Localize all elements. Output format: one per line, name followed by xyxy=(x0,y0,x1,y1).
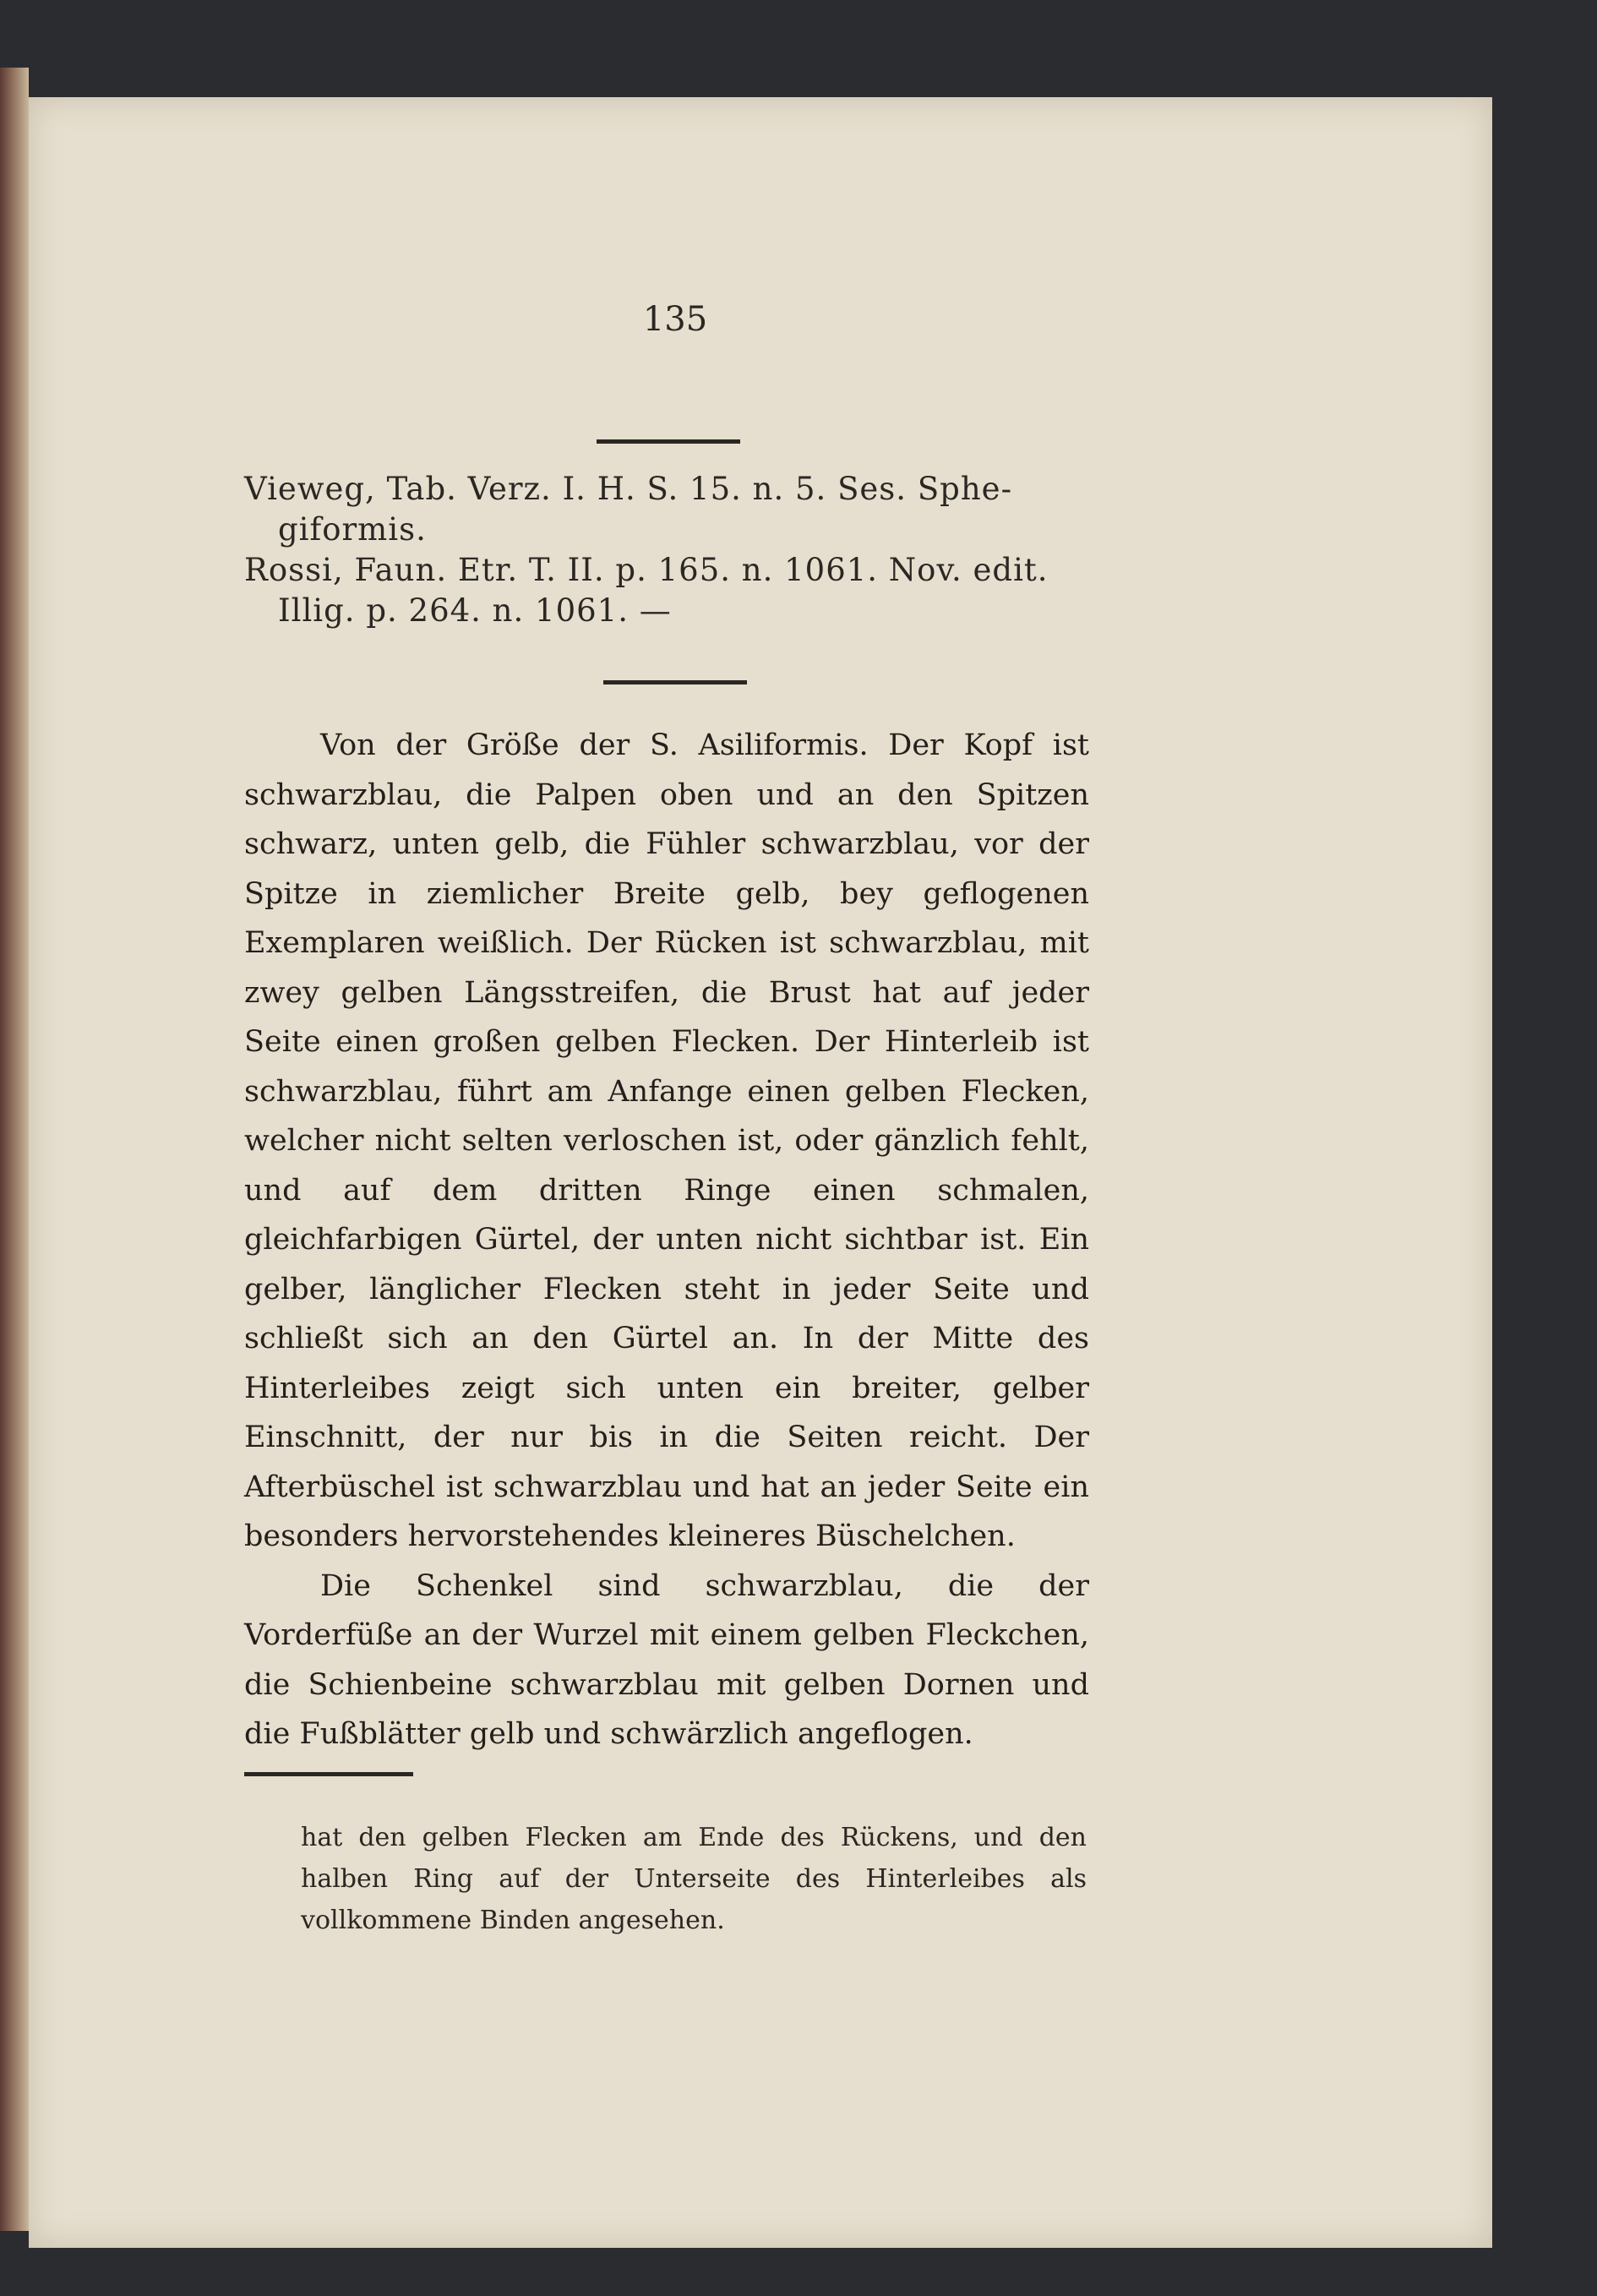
reference-line: Vieweg, Tab. Verz. I. H. S. 15. n. 5. Ses. Sphe- xyxy=(244,471,1013,507)
reference-line: Rossi, Faun. Etr. T. II. p. 165. n. 1061. Nov. edit. xyxy=(244,552,1049,588)
book-edge xyxy=(0,68,29,2231)
reference-line-continued: giformis. xyxy=(278,511,427,548)
header-rule xyxy=(597,439,740,444)
reference-line-continued: Illig. p. 264. n. 1061. — xyxy=(278,592,672,629)
body-paragraph: Von der Größe der S. Asiliformis. Der Kopf ist schwarzblau, die Palpen oben und an den Spitzen schwarz, unten gelb, die Fühler schwarzblau, vor der Spitze in ziemlicher Breite gelb, bey geflogenen Exemplaren weißlich. Der Rücken ist schwarzblau, mit zwey gelben Längsstreifen, die Brust hat auf jeder Seite einen großen gelben Flecken. Der Hinterleib ist schwarzblau, führt am Anfange einen gelben Flecken, welcher nicht selten verloschen ist, oder gänzlich fehlt, und auf dem dritten Ringe einen schmalen, gleichfarbigen Gürtel, der unten nicht sichtbar ist. Ein gelber, länglicher Flecken steht in jeder Seite und schließt sich an den Gürtel an. In der Mitte des Hinterleibes zeigt sich unten ein breiter, gelber Einschnitt, der nur bis in die Seiten reicht. Der Afterbüschel ist schwarzblau und hat an jeder Seite ein besonders hervorstehendes kleineres Büschelchen. xyxy=(244,728,1089,1553)
references-block xyxy=(244,469,1098,631)
page-number: 135 xyxy=(642,300,708,339)
body-text xyxy=(244,721,1089,1759)
footnote: hat den gelben Flecken am Ende des Rückens, und den halben Ring auf der Unterseite des Hinterleibes als vollkommene Binden angesehen. xyxy=(301,1823,1087,1935)
reference-entry xyxy=(244,469,1098,550)
footnote-rule xyxy=(244,1772,413,1776)
section-rule xyxy=(603,680,747,684)
body-paragraph: Die Schenkel sind schwarzblau, die der Vorderfüße an der Wurzel mit einem gelben Fleckchen, die Schienbeine schwarzblau mit gelben Dornen und die Fußblätter gelb und schwärzlich angeflogen. xyxy=(244,1568,1089,1751)
reference-entry xyxy=(244,550,1098,631)
book-page xyxy=(29,97,1492,2248)
